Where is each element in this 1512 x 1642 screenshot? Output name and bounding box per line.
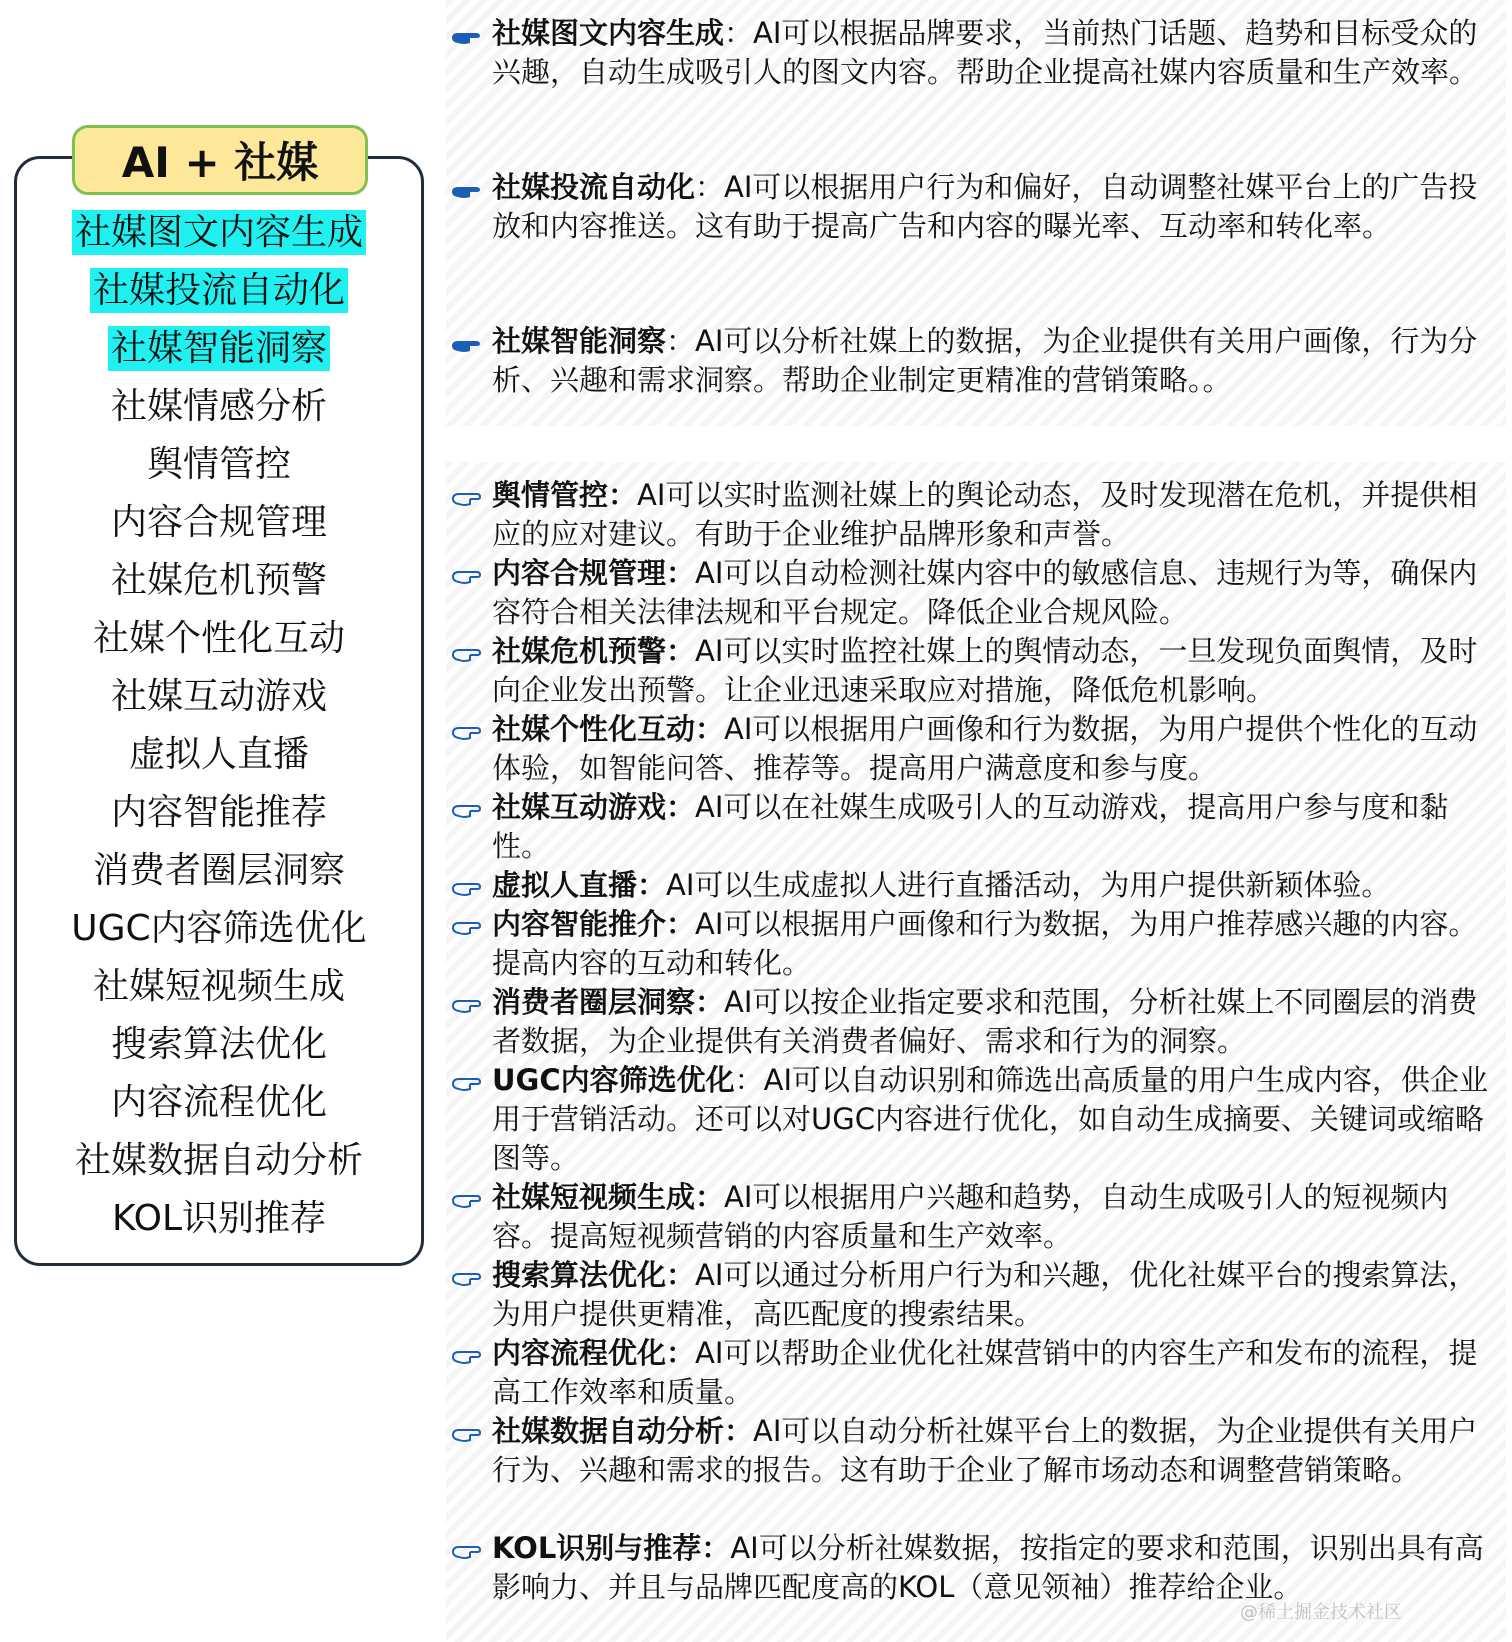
description-text: AI可以自动分析社媒平台上的数据，为企业提供有关用户行为、兴趣和需求的报告。这有助于企业了解市场动态和调整营销策略。: [492, 1414, 1478, 1487]
description-item: [446, 866, 1506, 905]
description-term: UGC内容筛选优化: [492, 1063, 735, 1097]
pointing-hand-outline-icon: [450, 482, 484, 506]
topic-item: [14, 262, 424, 320]
pointing-hand-outline-icon: [450, 1262, 484, 1286]
topic-item-label: 虚拟人直播: [128, 734, 309, 775]
topic-item: [14, 436, 424, 494]
description-term: KOL识别与推荐：: [492, 1531, 731, 1565]
description-term: 社媒数据自动分析：: [492, 1414, 754, 1448]
term-separator: ：: [695, 170, 725, 204]
description-term: 社媒图文内容生成: [492, 16, 725, 50]
topic-item-label: 社媒图文内容生成: [72, 210, 366, 255]
pointing-hand-outline-icon: [450, 1340, 484, 1364]
topic-item: [14, 610, 424, 668]
description-text: AI可以通过分析用户行为和兴趣，优化社媒平台的搜索算法，为用户提供更精准，高匹配度的搜索结果。: [492, 1258, 1478, 1331]
description-item: [446, 710, 1506, 788]
topic-item-label: 社媒短视频生成: [92, 966, 345, 1007]
pointing-hand-outline-icon: [450, 989, 484, 1013]
term-separator: ：: [724, 16, 754, 50]
topic-item: [14, 958, 424, 1016]
pointing-hand-outline-icon: [450, 1184, 484, 1208]
description-term: 社媒短视频生成：: [492, 1180, 725, 1214]
description-item: [446, 168, 1506, 246]
topic-item-label: 社媒智能洞察: [108, 326, 330, 371]
description-term: 内容流程优化：: [492, 1336, 696, 1370]
description-term: 虚拟人直播：: [492, 868, 667, 902]
pointing-hand-outline-icon: [450, 1418, 484, 1442]
description-text: AI可以在社媒生成吸引人的互动游戏，提高用户参与度和黏性。: [492, 790, 1449, 863]
topic-item: [14, 378, 424, 436]
topic-item: [14, 784, 424, 842]
topic-item-label: 社媒危机预警: [110, 560, 327, 601]
description-item: [446, 1412, 1506, 1490]
description-term: 社媒智能洞察: [492, 324, 667, 358]
topic-item-label: 消费者圈层洞察: [92, 850, 345, 891]
description-item: [446, 1529, 1506, 1607]
pointing-hand-outline-icon: [450, 794, 484, 818]
description-text: AI可以根据品牌要求，当前热门话题、趋势和目标受众的兴趣，自动生成吸引人的图文内容。帮助企业提高社媒内容质量和生产效率。: [492, 16, 1479, 89]
description-item: [446, 1178, 1506, 1256]
pointing-hand-solid-icon: [450, 174, 484, 198]
description-item: [446, 905, 1506, 983]
pointing-hand-outline-icon: [450, 1067, 484, 1091]
topic-item: [14, 1074, 424, 1132]
topic-item: [14, 552, 424, 610]
description-text: AI可以根据用户兴趣和趋势，自动生成吸引人的短视频内容。提高短视频营销的内容质量和生产效率。: [492, 1180, 1449, 1253]
pointing-hand-solid-icon: [450, 328, 484, 352]
description-text: AI可以根据用户画像和行为数据，为用户提供个性化的互动体验，如智能问答、推荐等。提高用户满意度和参与度。: [492, 712, 1478, 785]
other-descriptions: [446, 462, 1506, 1642]
description-item: [446, 554, 1506, 632]
description-item: [446, 476, 1506, 554]
description-term: 社媒个性化互动：: [492, 712, 725, 746]
description-item: [446, 1334, 1506, 1412]
topic-item: [14, 726, 424, 784]
description-text: AI可以自动检测社媒内容中的敏感信息、违规行为等，确保内容符合相关法律法规和平台规定。降低企业合规风险。: [492, 556, 1478, 629]
topic-item-label: 社媒互动游戏: [110, 676, 327, 717]
topic-item-label: 内容合规管理: [110, 502, 327, 543]
pointing-hand-outline-icon: [450, 1535, 484, 1559]
featured-descriptions: [446, 0, 1506, 426]
topic-item: [14, 668, 424, 726]
description-item: [446, 983, 1506, 1061]
topic-item: [14, 204, 424, 262]
pointing-hand-outline-icon: [450, 872, 484, 896]
topic-item-label: KOL识别推荐: [111, 1198, 327, 1239]
topic-item-label: 内容智能推荐: [110, 792, 327, 833]
topic-item-label: UGC内容筛选优化: [71, 908, 367, 949]
description-text: AI可以自动识别和筛选出高质量的用户生成内容，供企业用于营销活动。还可以对UGC内容进行优化，如自动生成摘要、关键词或缩略图等。: [492, 1063, 1489, 1175]
topic-item: [14, 1190, 424, 1248]
description-item: [446, 632, 1506, 710]
topic-item-label: 内容流程优化: [110, 1082, 327, 1123]
panel-title: AI + 社媒: [72, 125, 368, 195]
topic-item: [14, 842, 424, 900]
description-item: [446, 322, 1506, 400]
topic-item-label: 社媒个性化互动: [92, 618, 345, 659]
topic-item-label: 社媒情感分析: [110, 386, 327, 427]
topic-list: [14, 204, 424, 1248]
pointing-hand-outline-icon: [450, 911, 484, 935]
pointing-hand-solid-icon: [450, 20, 484, 44]
topic-item: [14, 1016, 424, 1074]
description-term: 搜索算法优化：: [492, 1258, 696, 1292]
description-term: 消费者圈层洞察：: [492, 985, 725, 1019]
description-term: 社媒投流自动化: [492, 170, 696, 204]
topic-item: [14, 494, 424, 552]
term-separator: ：: [666, 324, 696, 358]
pointing-hand-outline-icon: [450, 638, 484, 662]
description-term: 舆情管控：: [492, 478, 638, 512]
term-separator: ：: [734, 1063, 764, 1097]
description-text: AI可以实时监控社媒上的舆情动态，一旦发现负面舆情，及时向企业发出预警。让企业迅速采取应对措施，降低危机影响。: [492, 634, 1478, 707]
description-text: AI可以实时监测社媒上的舆论动态，及时发现潜在危机，并提供相应的应对建议。有助于企业维护品牌形象和声誉。: [492, 478, 1478, 551]
topic-item-label: 社媒数据自动分析: [74, 1140, 363, 1181]
topic-item-label: 舆情管控: [146, 444, 291, 485]
description-text: AI可以分析社媒上的数据，为企业提供有关用户画像，行为分析、兴趣和需求洞察。帮助企业制定更精准的营销策略。。: [492, 324, 1478, 397]
description-term: 内容智能推介：: [492, 907, 696, 941]
description-item: [446, 1256, 1506, 1334]
topic-item: [14, 900, 424, 958]
description-text: AI可以根据用户画像和行为数据，为用户推荐感兴趣的内容。提高内容的互动和转化。: [492, 907, 1478, 980]
description-item: [446, 788, 1506, 866]
topic-item-label: 社媒投流自动化: [90, 268, 348, 313]
description-term: 社媒互动游戏：: [492, 790, 696, 824]
description-term: 内容合规管理：: [492, 556, 696, 590]
topic-item-label: 搜索算法优化: [110, 1024, 327, 1065]
pointing-hand-outline-icon: [450, 560, 484, 584]
description-text: AI可以分析社媒数据，按指定的要求和范围，识别出具有高影响力、并且与品牌匹配度高的KOL（意见领袖）推荐给企业。: [492, 1531, 1484, 1604]
description-text: AI可以按企业指定要求和范围，分析社媒上不同圈层的消费者数据，为企业提供有关消费者偏好、需求和行为的洞察。: [492, 985, 1478, 1058]
description-term: 社媒危机预警：: [492, 634, 696, 668]
description-item: [446, 14, 1506, 92]
description-text: AI可以根据用户行为和偏好，自动调整社媒平台上的广告投放和内容推送。这有助于提高广告和内容的曝光率、互动率和转化率。: [492, 170, 1478, 243]
description-item: [446, 1061, 1506, 1178]
topic-item: [14, 1132, 424, 1190]
description-text: AI可以帮助企业优化社媒营销中的内容生产和发布的流程，提高工作效率和质量。: [492, 1336, 1478, 1409]
watermark: @稀土掘金技术社区: [1240, 1602, 1402, 1623]
pointing-hand-outline-icon: [450, 716, 484, 740]
topic-item: [14, 320, 424, 378]
description-text: AI可以生成虚拟人进行直播活动，为用户提供新颖体验。: [666, 868, 1391, 902]
